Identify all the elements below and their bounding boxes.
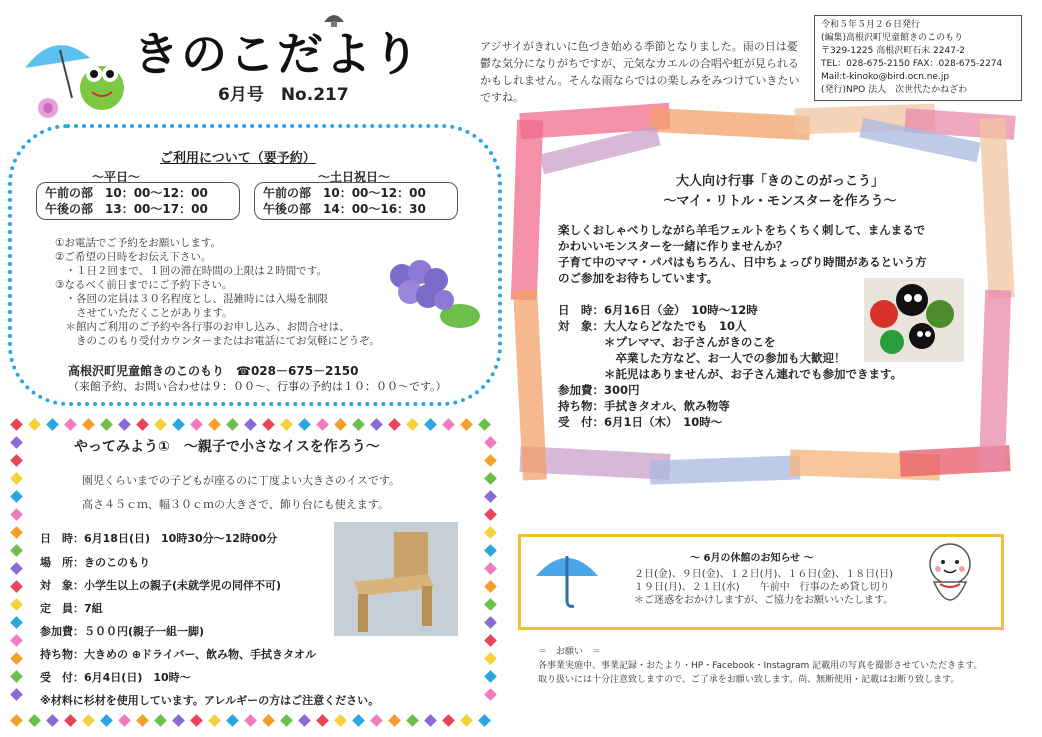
border-diamond xyxy=(136,714,149,727)
rule-line: きのこのもり受付カウンターまたはお電話にてお気軽にどうぞ。 xyxy=(55,335,380,347)
border-diamond xyxy=(406,418,419,431)
washi-tape-strip xyxy=(650,455,801,484)
border-diamond xyxy=(10,616,23,629)
publisher-box xyxy=(814,15,1022,101)
washi-tape-strip xyxy=(979,290,1011,471)
border-diamond xyxy=(46,418,59,431)
publisher-line: 令和５年５月２６日発行 xyxy=(821,20,921,30)
kids-row-note: ※材料に杉材を使用しています。アレルギーの方はご注意ください。 xyxy=(40,694,380,707)
border-diamond xyxy=(280,418,293,431)
border-diamond xyxy=(226,418,239,431)
border-diamond xyxy=(370,714,383,727)
border-diamond xyxy=(244,418,257,431)
border-diamond xyxy=(10,454,23,467)
border-diamond xyxy=(226,714,239,727)
border-diamond xyxy=(262,714,275,727)
border-diamond xyxy=(10,652,23,665)
adult-event-title xyxy=(600,172,960,212)
border-diamond xyxy=(484,616,497,629)
border-diamond xyxy=(442,714,455,727)
notice-line: ＝ お願い ＝ xyxy=(538,647,602,657)
border-diamond xyxy=(424,714,437,727)
adult-title-line2: ～マイ・リトル・モンスターを作ろう～ xyxy=(663,194,897,209)
washi-tape-strip xyxy=(649,108,810,140)
border-diamond xyxy=(172,418,185,431)
border-diamond xyxy=(10,670,23,683)
border-diamond xyxy=(46,714,59,727)
border-diamond xyxy=(262,418,275,431)
kids-row-fee: 参加費：５００円(親子一組一脚) xyxy=(40,625,205,638)
border-diamond xyxy=(316,714,329,727)
umbrella-icon xyxy=(534,546,600,610)
kids-event-desc: 高さ４５ｃｍ、幅３０ｃｍの大きさで、飾り台にも使えます。 xyxy=(82,498,389,511)
weekend-pm: 午後の部 14：00～16：30 xyxy=(263,202,426,216)
border-diamond xyxy=(478,418,491,431)
washi-tape-strip xyxy=(513,290,547,481)
border-diamond xyxy=(28,714,41,727)
washi-tape-strip xyxy=(979,117,1014,298)
rule-line: ・各回の定員は３０名程度とし、混雑時には入場を制限 xyxy=(55,293,328,305)
border-diamond xyxy=(280,714,293,727)
border-diamond xyxy=(10,598,23,611)
border-diamond xyxy=(334,418,347,431)
border-diamond xyxy=(190,418,203,431)
border-diamond xyxy=(484,472,497,485)
border-diamond xyxy=(10,526,23,539)
border-diamond xyxy=(10,418,23,431)
border-diamond xyxy=(10,562,23,575)
kids-row-target: 対 象：小学生以上の親子(未就学児の同伴不可) xyxy=(40,579,282,592)
umbrella-frog-illustration xyxy=(20,28,130,120)
adult-body-line: 卒業した方など、お一人での参加も大歓迎！ xyxy=(558,351,846,365)
closed-days-body xyxy=(634,568,893,607)
kids-row-reception: 受 付：6月4日(日) 10時～ xyxy=(40,671,191,684)
border-diamond xyxy=(460,714,473,727)
rule-line: ①お電話でご予約をお願いします。 xyxy=(55,237,222,249)
adult-body-line: かわいいモンスターを一緒に作りませんか？ xyxy=(558,239,788,253)
weekday-heading: ～平日～ xyxy=(92,170,141,184)
border-diamond xyxy=(82,418,95,431)
border-diamond xyxy=(100,418,113,431)
contact-note: （来館予約、お問い合わせは９：００～、行事の予約は１０：００～です。） xyxy=(68,380,447,393)
border-diamond xyxy=(154,714,167,727)
border-diamond xyxy=(484,670,497,683)
notice-line: 取り扱いには十分注意致しますので、ご了承をお願い致します。尚、無断使用・記載はお断り致します。 xyxy=(538,675,960,685)
border-diamond xyxy=(484,562,497,575)
notice-line: 各事業実施中、事業記録・おたより・HP・Facebook・Instagram 記載用の写真を撮影させていただきます。 xyxy=(538,661,983,671)
border-diamond xyxy=(484,652,497,665)
border-diamond xyxy=(406,714,419,727)
border-diamond xyxy=(484,598,497,611)
border-diamond xyxy=(484,526,497,539)
border-diamond xyxy=(478,714,491,727)
border-diamond xyxy=(484,544,497,557)
adult-body-line: 対 象：大人ならどなたでも 10人 xyxy=(558,319,747,333)
border-diamond xyxy=(484,436,497,449)
border-diamond xyxy=(208,714,221,727)
border-diamond xyxy=(424,418,437,431)
closed-line: ２日(金)、９日(金)、１２日(月)、１６日(金)、１８日(日) xyxy=(634,569,894,580)
border-diamond xyxy=(100,714,113,727)
border-diamond xyxy=(10,472,23,485)
adult-body-line: 日 時：6月16日（金） 10時～12時 xyxy=(558,303,758,317)
adult-body-line: 子育て中のママ・パパはもちろん、日中ちょっぴり時間があるという方 xyxy=(558,255,927,269)
teru-teru-bozu-icon xyxy=(922,542,978,618)
weekend-am: 午前の部 10：00～12：00 xyxy=(263,186,426,200)
washi-tape-strip xyxy=(511,120,543,301)
border-diamond xyxy=(10,436,23,449)
border-diamond xyxy=(460,418,473,431)
border-diamond xyxy=(484,688,497,701)
border-diamond xyxy=(154,418,167,431)
usage-rules xyxy=(55,236,395,348)
border-diamond xyxy=(10,714,23,727)
border-diamond xyxy=(352,418,365,431)
newsletter-title: きのこだより xyxy=(133,27,421,81)
publisher-line: (編集)高根沢町児童館きのこのもり xyxy=(821,33,964,43)
border-diamond xyxy=(118,418,131,431)
weekday-am: 午前の部 10：00～12：00 xyxy=(45,186,208,200)
contact-line: 高根沢町児童館きのこのもり ☎028－675－2150 xyxy=(68,364,359,378)
notice-section xyxy=(538,645,982,687)
border-diamond xyxy=(10,634,23,647)
rule-line: ＊館内ご利用のご予約や各行事のお申し込み、お問合せは、 xyxy=(55,321,350,333)
border-diamond xyxy=(484,508,497,521)
weekday-pm: 午後の部 13：00～17：00 xyxy=(45,202,208,216)
kids-row-items: 持ち物：大きめの ⊕ドライバー、飲み物、手拭きタオル xyxy=(40,648,317,661)
closed-days-title: ～ 6月の休館のお知らせ ～ xyxy=(690,553,814,564)
felt-monster-photo xyxy=(864,278,964,362)
border-diamond xyxy=(28,418,41,431)
kids-row-place: 場 所：きのこのもり xyxy=(40,556,150,569)
publisher-line: (発行)NPO 法人 次世代たかねざわ xyxy=(821,85,968,95)
border-diamond xyxy=(10,544,23,557)
border-diamond xyxy=(172,714,185,727)
adult-body-line: ＊プレママ、お子さんがきのこを xyxy=(558,335,776,349)
hydrangea-illustration xyxy=(382,256,482,336)
border-diamond xyxy=(370,418,383,431)
adult-body-line: ＊託児はありませんが、お子さん連れでも参加できます。 xyxy=(558,367,903,381)
border-diamond xyxy=(136,418,149,431)
rule-line: ③なるべく前日までにご予約下さい。 xyxy=(55,279,233,291)
border-diamond xyxy=(388,418,401,431)
border-diamond xyxy=(244,714,257,727)
rule-line: させていただくことがあります。 xyxy=(55,307,233,319)
border-diamond xyxy=(82,714,95,727)
border-diamond xyxy=(190,714,203,727)
kids-row-capacity: 定 員：7組 xyxy=(40,602,103,615)
adult-body-line: 持ち物：手拭きタオル、飲み物等 xyxy=(558,399,730,413)
border-diamond xyxy=(10,688,23,701)
border-diamond xyxy=(484,634,497,647)
issue-number: 6月号 No.217 xyxy=(218,85,349,105)
border-diamond xyxy=(64,714,77,727)
usage-title: ご利用について（要予約） xyxy=(160,151,316,166)
adult-body-line: 受 付：6月1日（木） 10時～ xyxy=(558,415,723,429)
border-diamond xyxy=(118,714,131,727)
publisher-line: TEL：028-675-2150 FAX：028-675-2274 xyxy=(821,59,1003,69)
border-diamond xyxy=(10,508,23,521)
border-diamond xyxy=(334,714,347,727)
border-diamond xyxy=(352,714,365,727)
kids-event-desc: 園児くらいまでの子どもが座るのに丁度よい大きさのイスです。 xyxy=(82,474,401,487)
border-diamond xyxy=(484,580,497,593)
publisher-line: 〒329-1225 高根沢町石末 2247-2 xyxy=(821,46,965,56)
closed-line: ＊ご迷惑をおかけしますが、ご協力をお願いいたします。 xyxy=(634,595,894,606)
border-diamond xyxy=(208,418,221,431)
kids-event-title: やってみよう① ～親子で小さなイスを作ろう～ xyxy=(74,439,380,455)
rule-line: ・１日２回まで、１回の滞在時間の上限は２時間です。 xyxy=(55,265,327,277)
closed-line: １９日(月)、２１日(水) 午前中 行事のため貸し切り xyxy=(634,582,890,593)
border-diamond xyxy=(484,490,497,503)
adult-title-line1: 大人向け行事「きのこのがっこう」 xyxy=(675,174,884,189)
border-diamond xyxy=(298,418,311,431)
adult-body-line: 楽しくおしゃべりしながら羊毛フェルトをちくちく刺して、まんまるで xyxy=(558,223,926,237)
kids-row-date: 日 時：6月18日(日) 10時30分～12時00分 xyxy=(40,532,278,545)
weekend-heading: ～土日祝日～ xyxy=(318,170,391,184)
border-diamond xyxy=(10,580,23,593)
border-diamond xyxy=(10,490,23,503)
border-diamond xyxy=(388,714,401,727)
rule-line: ②ご希望の日時をお伝え下さい。 xyxy=(55,251,212,263)
publisher-line: Mail:t-kinoko@bird.ocn.ne.jp xyxy=(821,72,950,82)
mushroom-icon xyxy=(322,12,346,28)
border-diamond xyxy=(298,714,311,727)
border-diamond xyxy=(316,418,329,431)
weekday-schedule xyxy=(36,182,240,220)
border-diamond xyxy=(442,418,455,431)
intro-text: アジサイがきれいに色づき始める季節となりました。雨の日は憂鬱な気分になりがちですが、元気なカエルの合唱や虹が見られるかもしれません。そんな雨ならではの楽しみをみつけていきたいですね。 xyxy=(480,40,800,104)
wooden-chair-photo xyxy=(334,522,458,636)
adult-body-line: のご参加をお待ちしています。 xyxy=(558,271,719,285)
border-diamond xyxy=(64,418,77,431)
adult-body-line: 参加費：300円 xyxy=(558,383,640,397)
weekend-schedule xyxy=(254,182,458,220)
border-diamond xyxy=(484,454,497,467)
